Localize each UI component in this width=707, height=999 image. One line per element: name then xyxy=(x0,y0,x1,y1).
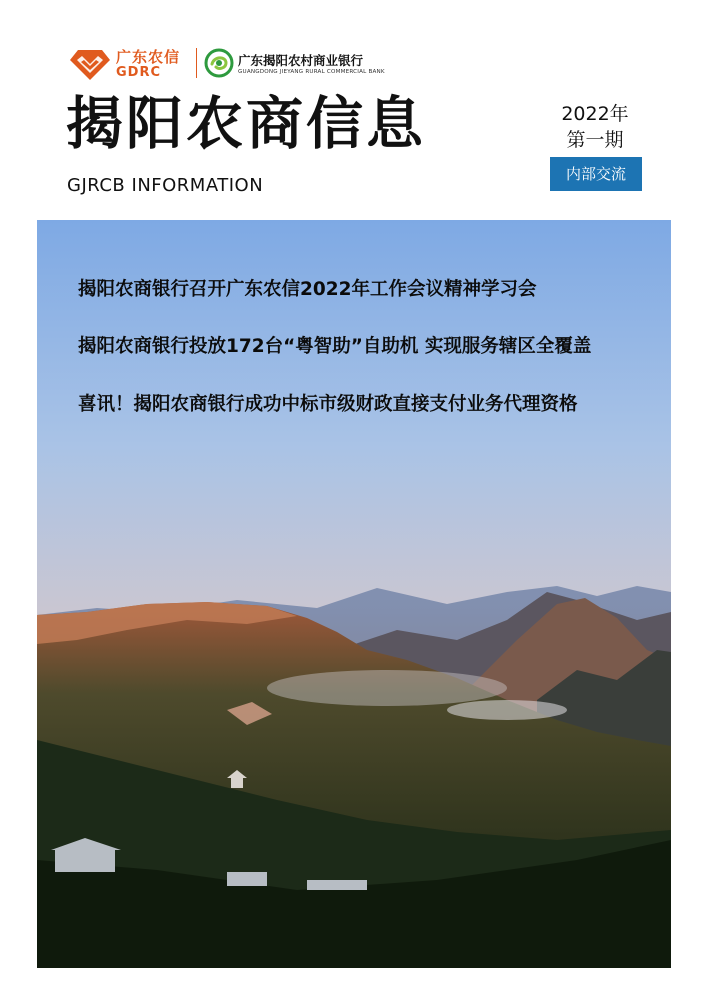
gdrc-logo-english: GDRC xyxy=(116,65,162,80)
publication-subtitle: GJRCB INFORMATION xyxy=(67,175,264,196)
gdrc-logo xyxy=(70,46,195,82)
logo-divider xyxy=(196,48,197,78)
issue-number: 第一期 xyxy=(566,129,624,151)
jieyang-swirl-icon xyxy=(204,48,234,78)
jieyang-bank-logo xyxy=(204,46,394,82)
internal-exchange-badge: 内部交流 xyxy=(550,157,642,191)
gdrc-logo-chinese: 广东农信 xyxy=(116,48,181,66)
jieyang-bank-name-chinese: 广东揭阳农村商业银行 xyxy=(238,53,364,68)
jieyang-bank-name-english: GUANGDONG JIEYANG RURAL COMMERCIAL BANK xyxy=(238,69,385,75)
cover-header xyxy=(0,0,707,220)
issue-year: 2022年 xyxy=(561,103,629,125)
gdrc-diamond-icon xyxy=(70,50,110,80)
publication-title: 揭阳农商信息 xyxy=(66,91,426,157)
headline-2: 揭阳农商银行投放172台“粤智助”自助机 实现服务辖区全覆盖 xyxy=(78,336,592,357)
headline-3: 喜讯！揭阳农商银行成功中标市级财政直接支付业务代理资格 xyxy=(78,394,578,415)
headline-1: 揭阳农商银行召开广东农信2022年工作会议精神学习会 xyxy=(78,279,537,300)
cover-photo xyxy=(37,220,671,968)
